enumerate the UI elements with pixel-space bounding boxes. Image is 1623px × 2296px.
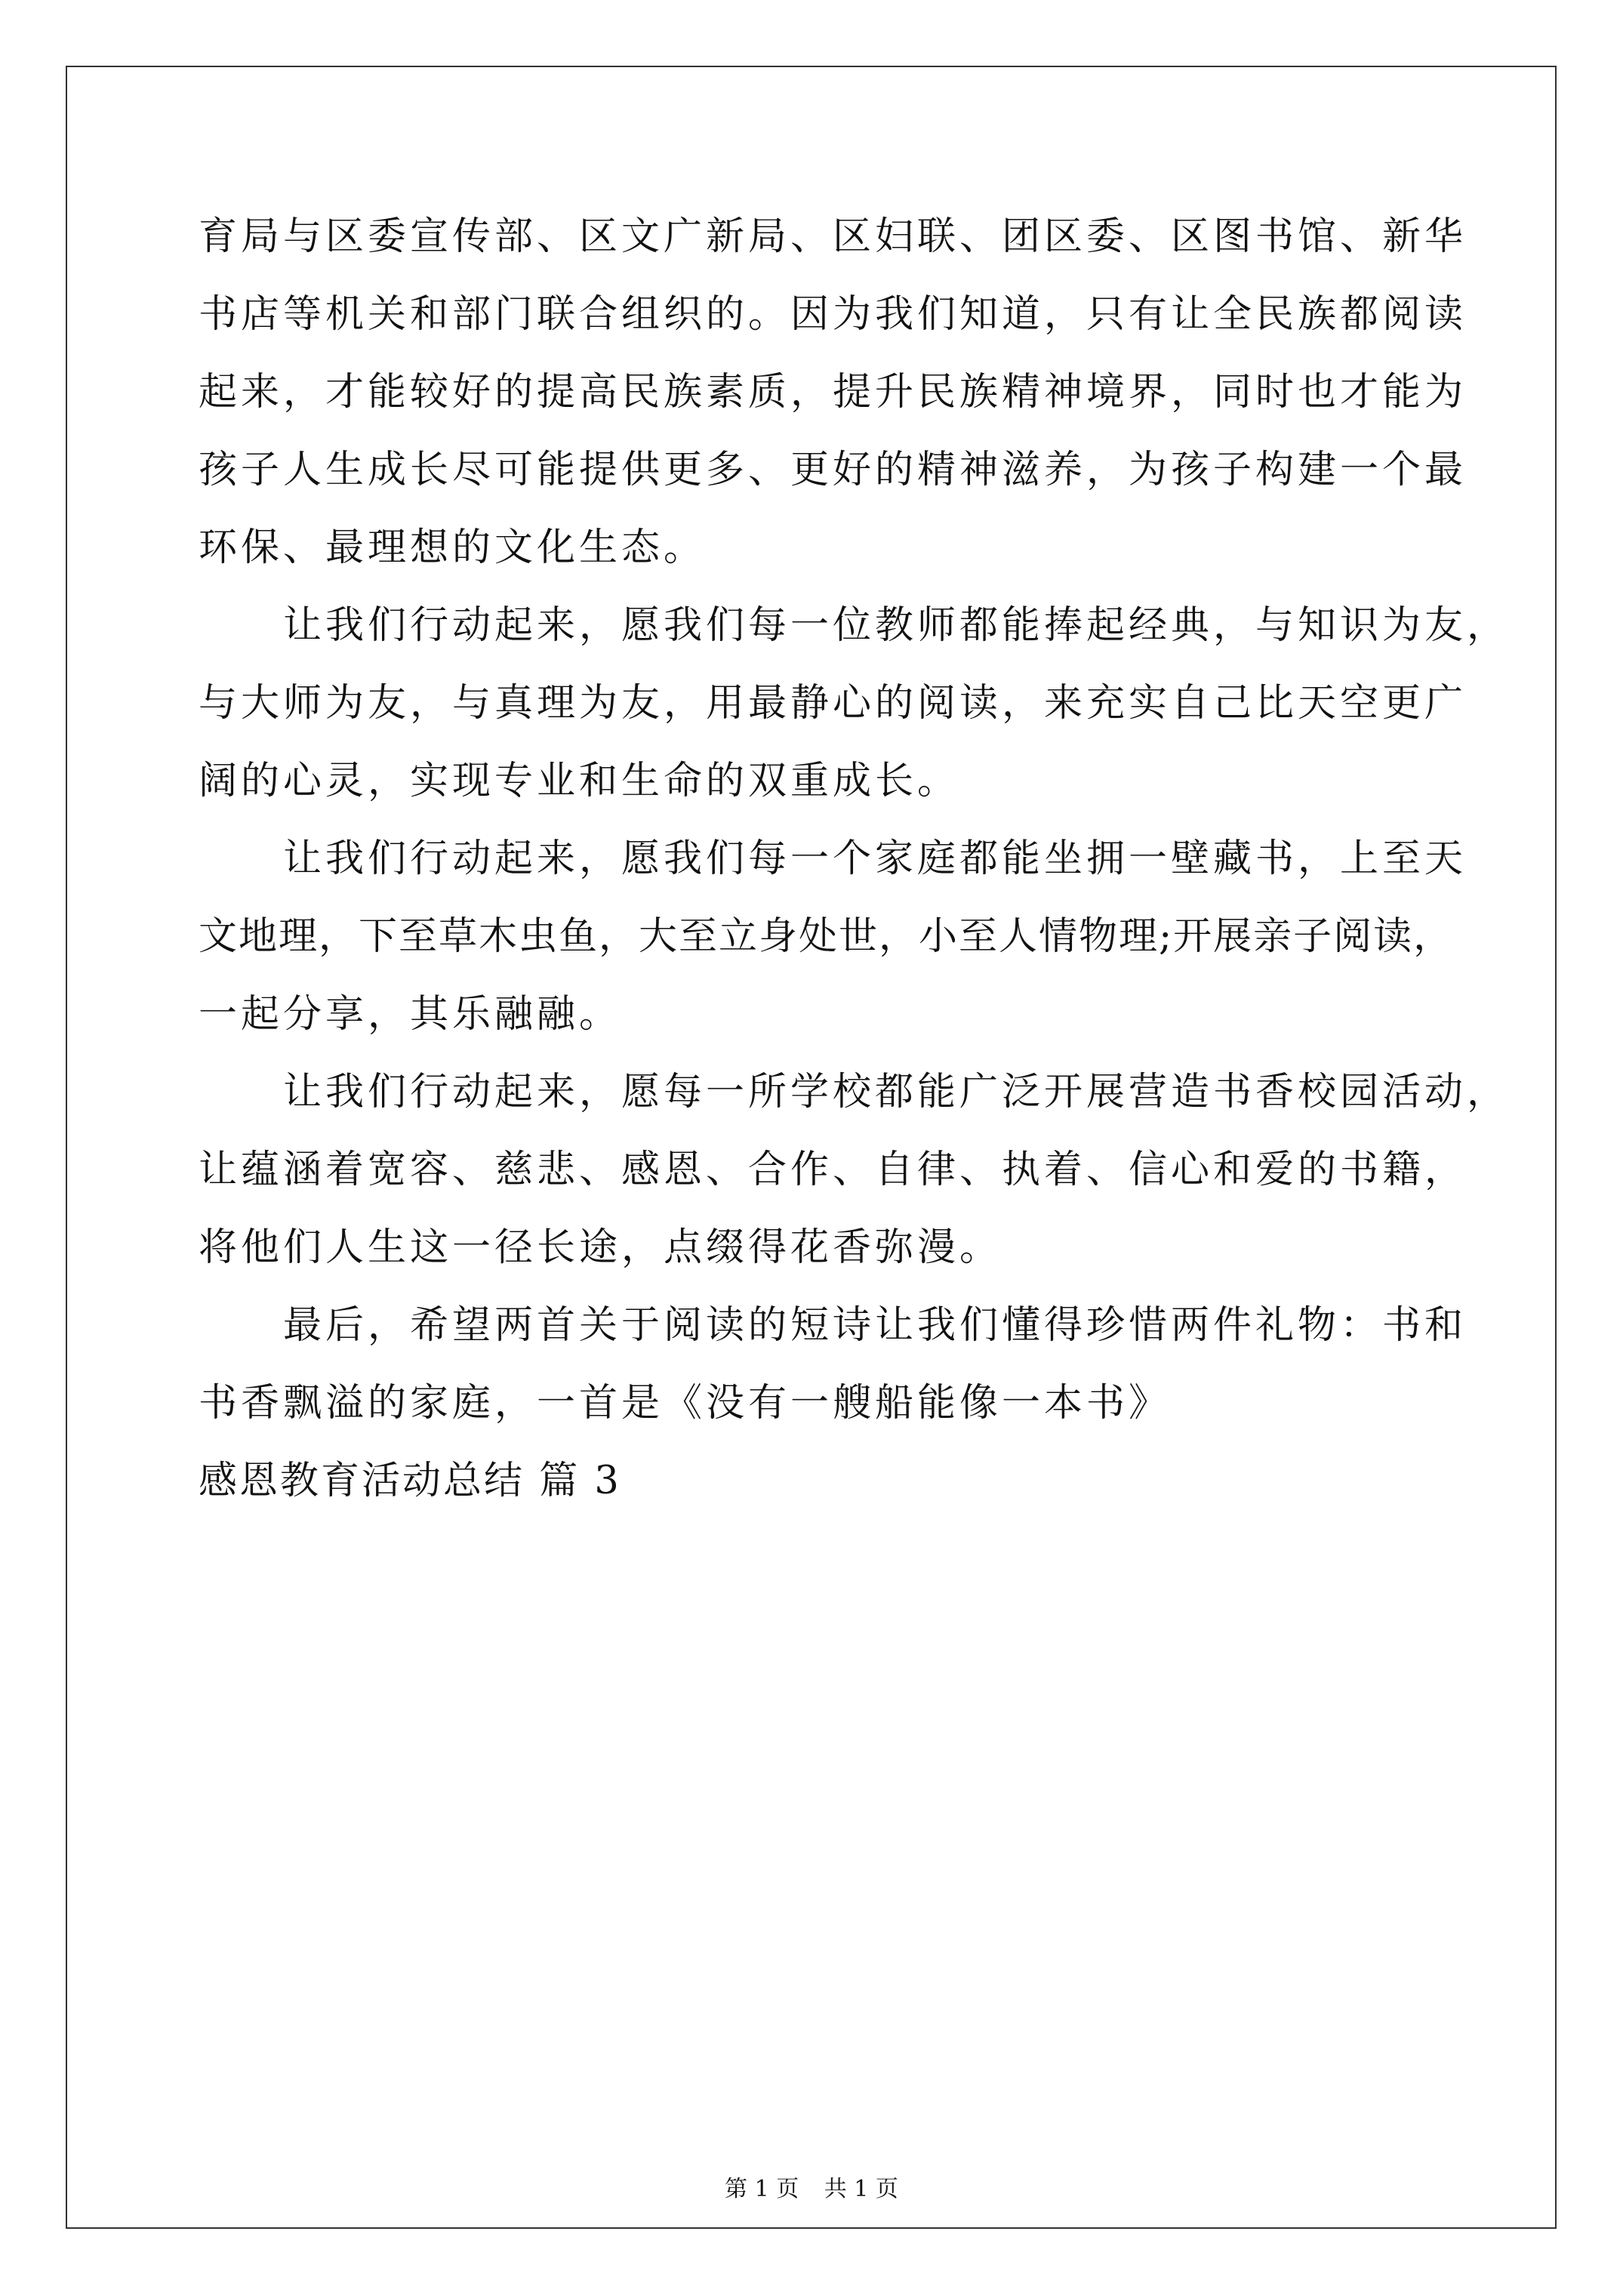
text-line: 一起分享，其乐融融。	[199, 992, 622, 1037]
text-line: 书香飘溢的家庭，一首是《没有一艘船能像一本书》	[199, 1381, 1172, 1425]
text-line: 环保、最理想的文化生态。	[199, 525, 707, 570]
paragraph-start-line: 最后，希望两首关于阅读的短诗让我们懂得珍惜两件礼物：书和	[283, 1303, 1467, 1348]
text-line: 与大师为友，与真理为友，用最静心的阅读，来充实自己比天空更广	[199, 681, 1467, 726]
page-total: 共 1 页	[824, 2176, 898, 2202]
text-line: 孩子人生成长尽可能提供更多、更好的精神滋养，为孩子构建一个最	[199, 448, 1467, 492]
text-line: 起来，才能较好的提高民族素质，提升民族精神境界，同时也才能为	[199, 370, 1467, 415]
page-footer	[0, 2174, 1623, 2205]
text-line: 育局与区委宣传部、区文广新局、区妇联、团区委、区图书馆、新华	[199, 214, 1467, 259]
paragraph-start-line: 让我们行动起来，愿每一所学校都能广泛开展营造书香校园活动，	[283, 1070, 1510, 1114]
page-number: 第 1 页	[725, 2176, 799, 2202]
text-line: 文地理，下至草木虫鱼，大至立身处世，小至人情物理;开展亲子阅读，	[199, 914, 1454, 959]
text-line: 将他们人生这一径长途，点缀得花香弥漫。	[199, 1225, 1002, 1270]
section-title: 感恩教育活动总结 篇 3	[199, 1459, 621, 1503]
text-line: 让蕴涵着宽容、慈悲、感恩、合作、自律、执着、信心和爱的书籍，	[199, 1148, 1467, 1192]
paragraph-start-line: 让我们行动起来，愿我们每一位教师都能捧起经典，与知识为友，	[283, 603, 1510, 648]
paragraph-start-line: 让我们行动起来，愿我们每一个家庭都能坐拥一壁藏书，上至天	[283, 837, 1467, 881]
text-line: 阔的心灵，实现专业和生命的双重成长。	[199, 759, 960, 803]
text-line: 书店等机关和部门联合组织的。因为我们知道，只有让全民族都阅读	[199, 292, 1467, 337]
